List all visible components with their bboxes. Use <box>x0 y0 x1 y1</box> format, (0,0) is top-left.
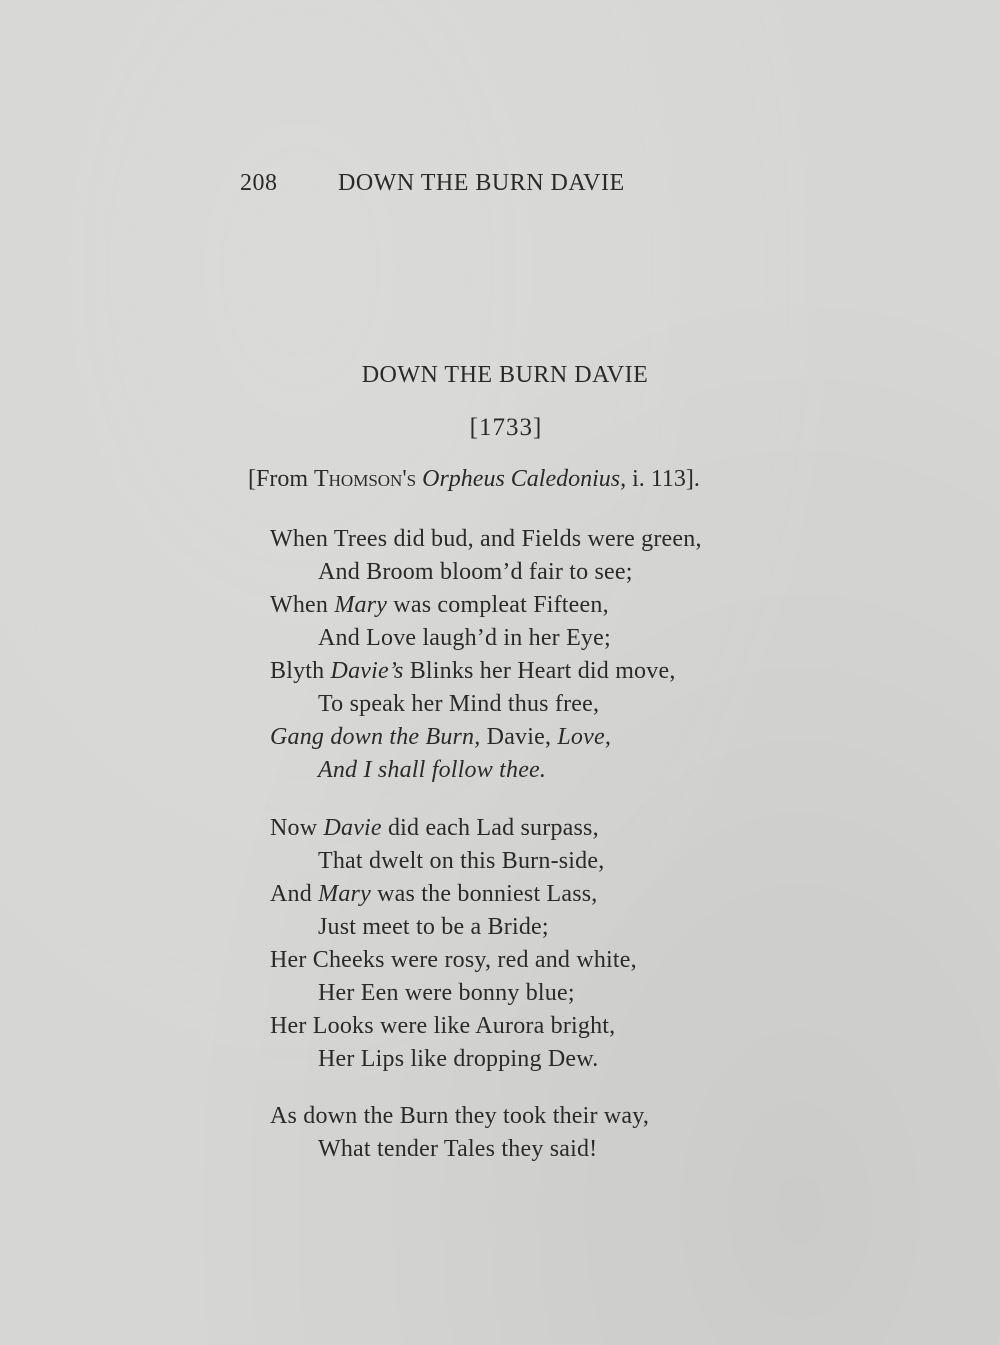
poem-line <box>270 658 676 685</box>
line-text: And Broom bloom’d fair to see; <box>318 559 633 585</box>
poem-line <box>270 1103 649 1130</box>
line-text: was compleat Fifteen, <box>387 592 609 618</box>
poem-line <box>270 592 609 619</box>
source-author: Thomson's <box>314 466 417 492</box>
running-title: DOWN THE BURN DAVIE <box>338 170 625 196</box>
line-text: As down the Burn they took their way, <box>270 1103 650 1129</box>
poem-year: [1733] <box>469 414 543 441</box>
poem-line <box>270 724 611 751</box>
poem-line <box>318 757 546 784</box>
poem-line <box>270 815 599 842</box>
italic-text: Davie’s <box>330 658 404 684</box>
poem-line <box>270 881 598 908</box>
poem-title: DOWN THE BURN DAVIE <box>361 362 649 388</box>
line-text: Just meet to be a Bride; <box>318 914 549 940</box>
line-text: did each Lad surpass, <box>381 815 599 841</box>
line-text: Her Een were bonny blue; <box>318 980 575 1006</box>
page-number: 208 <box>240 170 278 196</box>
italic-text: Mary <box>318 881 371 907</box>
italic-text: Love, <box>557 724 612 750</box>
line-text: Blinks her Heart did move, <box>403 658 676 684</box>
running-head <box>240 166 680 202</box>
poem-line <box>318 691 599 718</box>
line-text: Now <box>270 815 324 841</box>
line-text: Blyth <box>270 658 331 684</box>
poem-line <box>318 1136 597 1163</box>
source-rest: , i. 113]. <box>620 466 700 492</box>
line-text: And <box>270 881 319 907</box>
poem-line <box>318 980 575 1007</box>
poem-line <box>270 1013 615 1040</box>
line-text: Her Lips like dropping Dew. <box>318 1046 599 1072</box>
poem-line <box>318 848 604 875</box>
line-text: Davie, <box>480 724 558 750</box>
italic-text: And I shall follow thee. <box>318 757 547 783</box>
source-note <box>248 466 768 493</box>
line-text: Her Looks were like Aurora bright, <box>270 1013 616 1039</box>
line-text: When <box>270 592 335 618</box>
line-text: And Love laugh’d in her Eye; <box>318 625 611 651</box>
poem-line <box>318 914 549 941</box>
italic-text: Mary <box>334 592 388 618</box>
source-work: Orpheus Caledonius <box>422 466 621 492</box>
source-open: [From <box>248 466 314 492</box>
italic-text: Davie <box>323 815 382 841</box>
line-text: Her Cheeks were rosy, red and white, <box>270 947 637 973</box>
italic-text: Gang down the Burn, <box>270 724 481 750</box>
line-text: What tender Tales they said! <box>318 1136 598 1162</box>
line-text: To speak her Mind thus free, <box>318 691 600 717</box>
line-text: was the bonniest Lass, <box>370 881 598 907</box>
poem-line <box>318 559 633 586</box>
poem-line <box>318 625 611 652</box>
line-text: That dwelt on this Burn-side, <box>318 848 605 874</box>
poem-line <box>270 947 637 974</box>
poem-line <box>270 526 702 553</box>
line-text: When Trees did bud, and Fields were green, <box>270 526 702 552</box>
poem-line <box>318 1046 598 1073</box>
